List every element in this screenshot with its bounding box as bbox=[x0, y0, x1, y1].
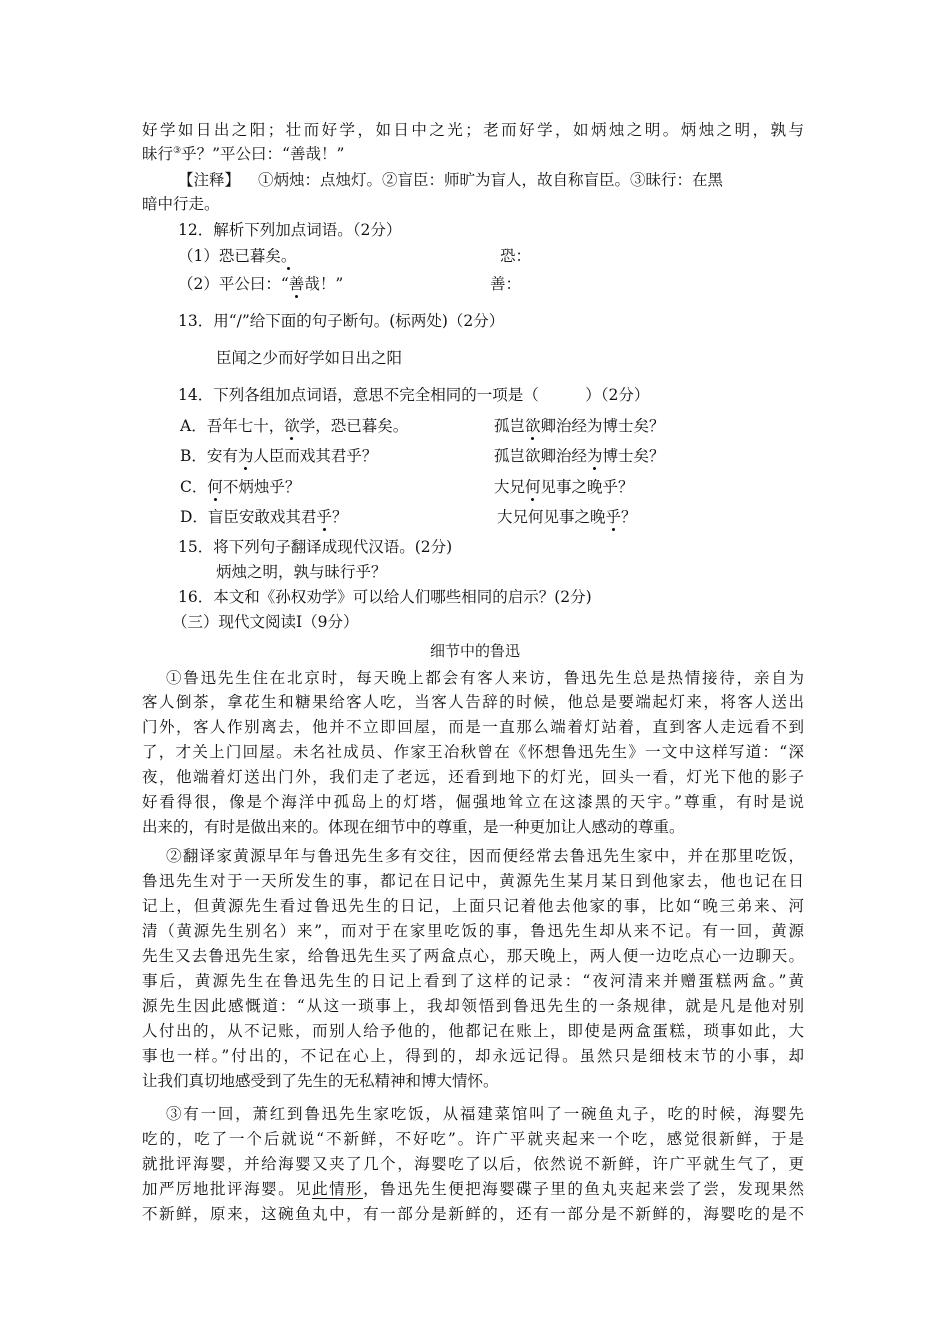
section-heading: （三）现代文阅读Ⅰ（9分） bbox=[172, 613, 359, 631]
question-12-stem: 12．解析下列加点词语。（2分） bbox=[178, 221, 402, 239]
article-title: 细节中的鲁迅 bbox=[429, 642, 520, 660]
paragraph-3-line: 不新鲜，原来，这碗鱼丸中，有一部分是新鲜的，还有一部分是不新鲜的，海婴吃的是不 bbox=[142, 1205, 804, 1223]
option-b: B．安有为人臣而戏其君乎？ bbox=[180, 447, 378, 465]
answer-key-label: 善： bbox=[490, 275, 522, 293]
paragraph-2-line: 事也一样。”付出的，不记在心上，得到的，却永远记得。虽然只是细枝末节的小事，却 bbox=[142, 1047, 804, 1065]
paragraph-2-line: 人付出的，从不记账，而别人给予他的，他都记在账上，即使是两盒蛋糕，琐事如此，大 bbox=[142, 1022, 804, 1040]
paragraph-2-line: 鲁迅先生对于一天所发生的事，都记在日记中，黄源先生某月某日到他家去，他也记在日 bbox=[142, 872, 804, 890]
paragraph-2-line: 先生又去鲁迅先生家，给鲁迅先生买了两盒点心，那天晚上，两人便一边吃点心一边聊天。 bbox=[142, 947, 804, 965]
paragraph-2-line: 事后，黄源先生在鲁迅先生的日记上看到了这样的记录：“夜河清来并赠蛋糕两盒。”黄 bbox=[142, 972, 804, 990]
question-13-stem: 13．用“/”给下面的句子断句。(标两处)（2分） bbox=[178, 312, 505, 330]
question-13-sentence: 臣闻之少而好学如日出之阳 bbox=[216, 349, 403, 367]
paragraph-3-line: ③有一回，萧红到鲁迅先生家吃饭，从福建菜馆叫了一碗鱼丸子，吃的时候，海婴先 bbox=[166, 1105, 804, 1123]
question-15-sentence: 炳烛之明，孰与昧行乎？ bbox=[216, 563, 387, 581]
question-14-stem: 14．下列各组加点词语，意思不完全相同的一项是（ ）（2分） bbox=[178, 386, 650, 404]
paragraph-1-line: 了，才关上门回屋。未名社成员、作家王冶秋曾在《怀想鲁迅先生》一文中这样写道：“深 bbox=[142, 743, 804, 761]
option-a-pair: 孤岂欲卿治经为博士矣？ bbox=[494, 417, 665, 435]
answer-key-label: 恐： bbox=[500, 247, 532, 265]
paragraph-3-line: 就批评海婴，并给海婴又夹了几个，海婴吃了以后，依然说不新鲜，许广平就生气了，更 bbox=[142, 1155, 804, 1173]
passage-line: 好学如日出之阳；壮而好学，如日中之光；老而好学，如炳烛之明。炳烛之明，孰与 bbox=[142, 121, 804, 139]
paragraph-1-line: 客人倒茶，拿花生和糖果给客人吃，当客人告辞的时候，他总是要端起灯来，将客人送出 bbox=[142, 693, 804, 711]
option-d-pair: 大兄何见事之晚乎？ bbox=[497, 508, 637, 526]
paragraph-1-line: 夜，他端着灯送出门外，我们走了老远，还看到地下的灯光，回头一看，灯光下他的影子 bbox=[142, 768, 804, 786]
footnote-marker: ③ bbox=[173, 145, 182, 156]
paragraph-2-line: 让我们真切地感受到了先生的无私精神和博大情怀。 bbox=[142, 1072, 499, 1090]
paragraph-3-line: 吃的，吃了一个后就说“不新鲜，不好吃”。许广平就夹起来一个吃，感觉很新鲜，于是 bbox=[142, 1130, 804, 1148]
paragraph-1-line: ①鲁迅先生住在北京时，每天晚上都会有客人来访，鲁迅先生总是热情接待，亲自为 bbox=[166, 669, 804, 687]
option-c: C．何不炳烛乎？ bbox=[180, 478, 301, 496]
notes-line: 暗中行走。 bbox=[142, 195, 220, 213]
paragraph-2-line: 源先生因此感慨道：“从这一琐事上，我却领悟到鲁迅先生的一条规律，就是凡是他对别 bbox=[142, 997, 804, 1015]
notes-line: 【注释】 ①炳烛：点烛灯。②盲臣：师旷为盲人，故自称盲臣。③昧行：在黑 bbox=[178, 171, 724, 189]
paragraph-1-line: 好看得很，像是个海洋中孤岛上的灯塔，倔强地耸立在这漆黑的天宇。”尊重，有时是说 bbox=[142, 793, 804, 811]
paragraph-1-line: 出来的，有时是做出来的。体现在细节中的尊重，是一种更加让人感动的尊重。 bbox=[142, 818, 685, 836]
option-d: D．盲臣安敢戏其君乎？ bbox=[180, 508, 348, 526]
paragraph-2-line: 清（黄源先生别名）来”，而对于在家里吃饭的事，鲁迅先生却从来不记。有一回，黄源 bbox=[142, 922, 804, 940]
paragraph-3-line: 加严厉地批评海婴。见此情形，鲁迅先生便把海婴碟子里的鱼丸夹起来尝了尝，发现果然 bbox=[142, 1180, 804, 1198]
paragraph-2-line: 记上，但黄源先生看过鲁迅先生的日记，上面只记着他去他家的事，比如“晚三弟来、河 bbox=[142, 897, 804, 915]
question-16-stem: 16．本文和《孙权劝学》可以给人们哪些相同的启示？(2分) bbox=[178, 588, 592, 606]
passage-line: 昧行③乎？”平公曰：“善哉！” bbox=[142, 145, 345, 163]
question-12-item-2: （2）平公曰：“善哉！” bbox=[178, 275, 344, 293]
option-b-pair: 孤岂欲卿治经为博士矣？ bbox=[494, 447, 665, 465]
question-12-item-1: （1）恐已暮矣。 bbox=[178, 247, 297, 265]
option-a: A．吾年七十，欲学，恐已暮矣。 bbox=[180, 417, 409, 435]
paragraph-2-line: ②翻译家黄源早年与鲁迅先生多有交往，因而便经常去鲁迅先生家中，并在那里吃饭， bbox=[166, 847, 804, 865]
notes-label: 【注释】 bbox=[178, 171, 241, 189]
paragraph-1-line: 门外，客人作别离去，他并不立即回屋，而是一直那么端着灯站着，直到客人走远看不到 bbox=[142, 718, 804, 736]
option-c-pair: 大兄何见事之晚乎？ bbox=[494, 478, 634, 496]
question-15-stem: 15．将下列句子翻译成现代汉语。(2分) bbox=[178, 538, 453, 556]
underlined-phrase: 此情形 bbox=[312, 1180, 364, 1198]
